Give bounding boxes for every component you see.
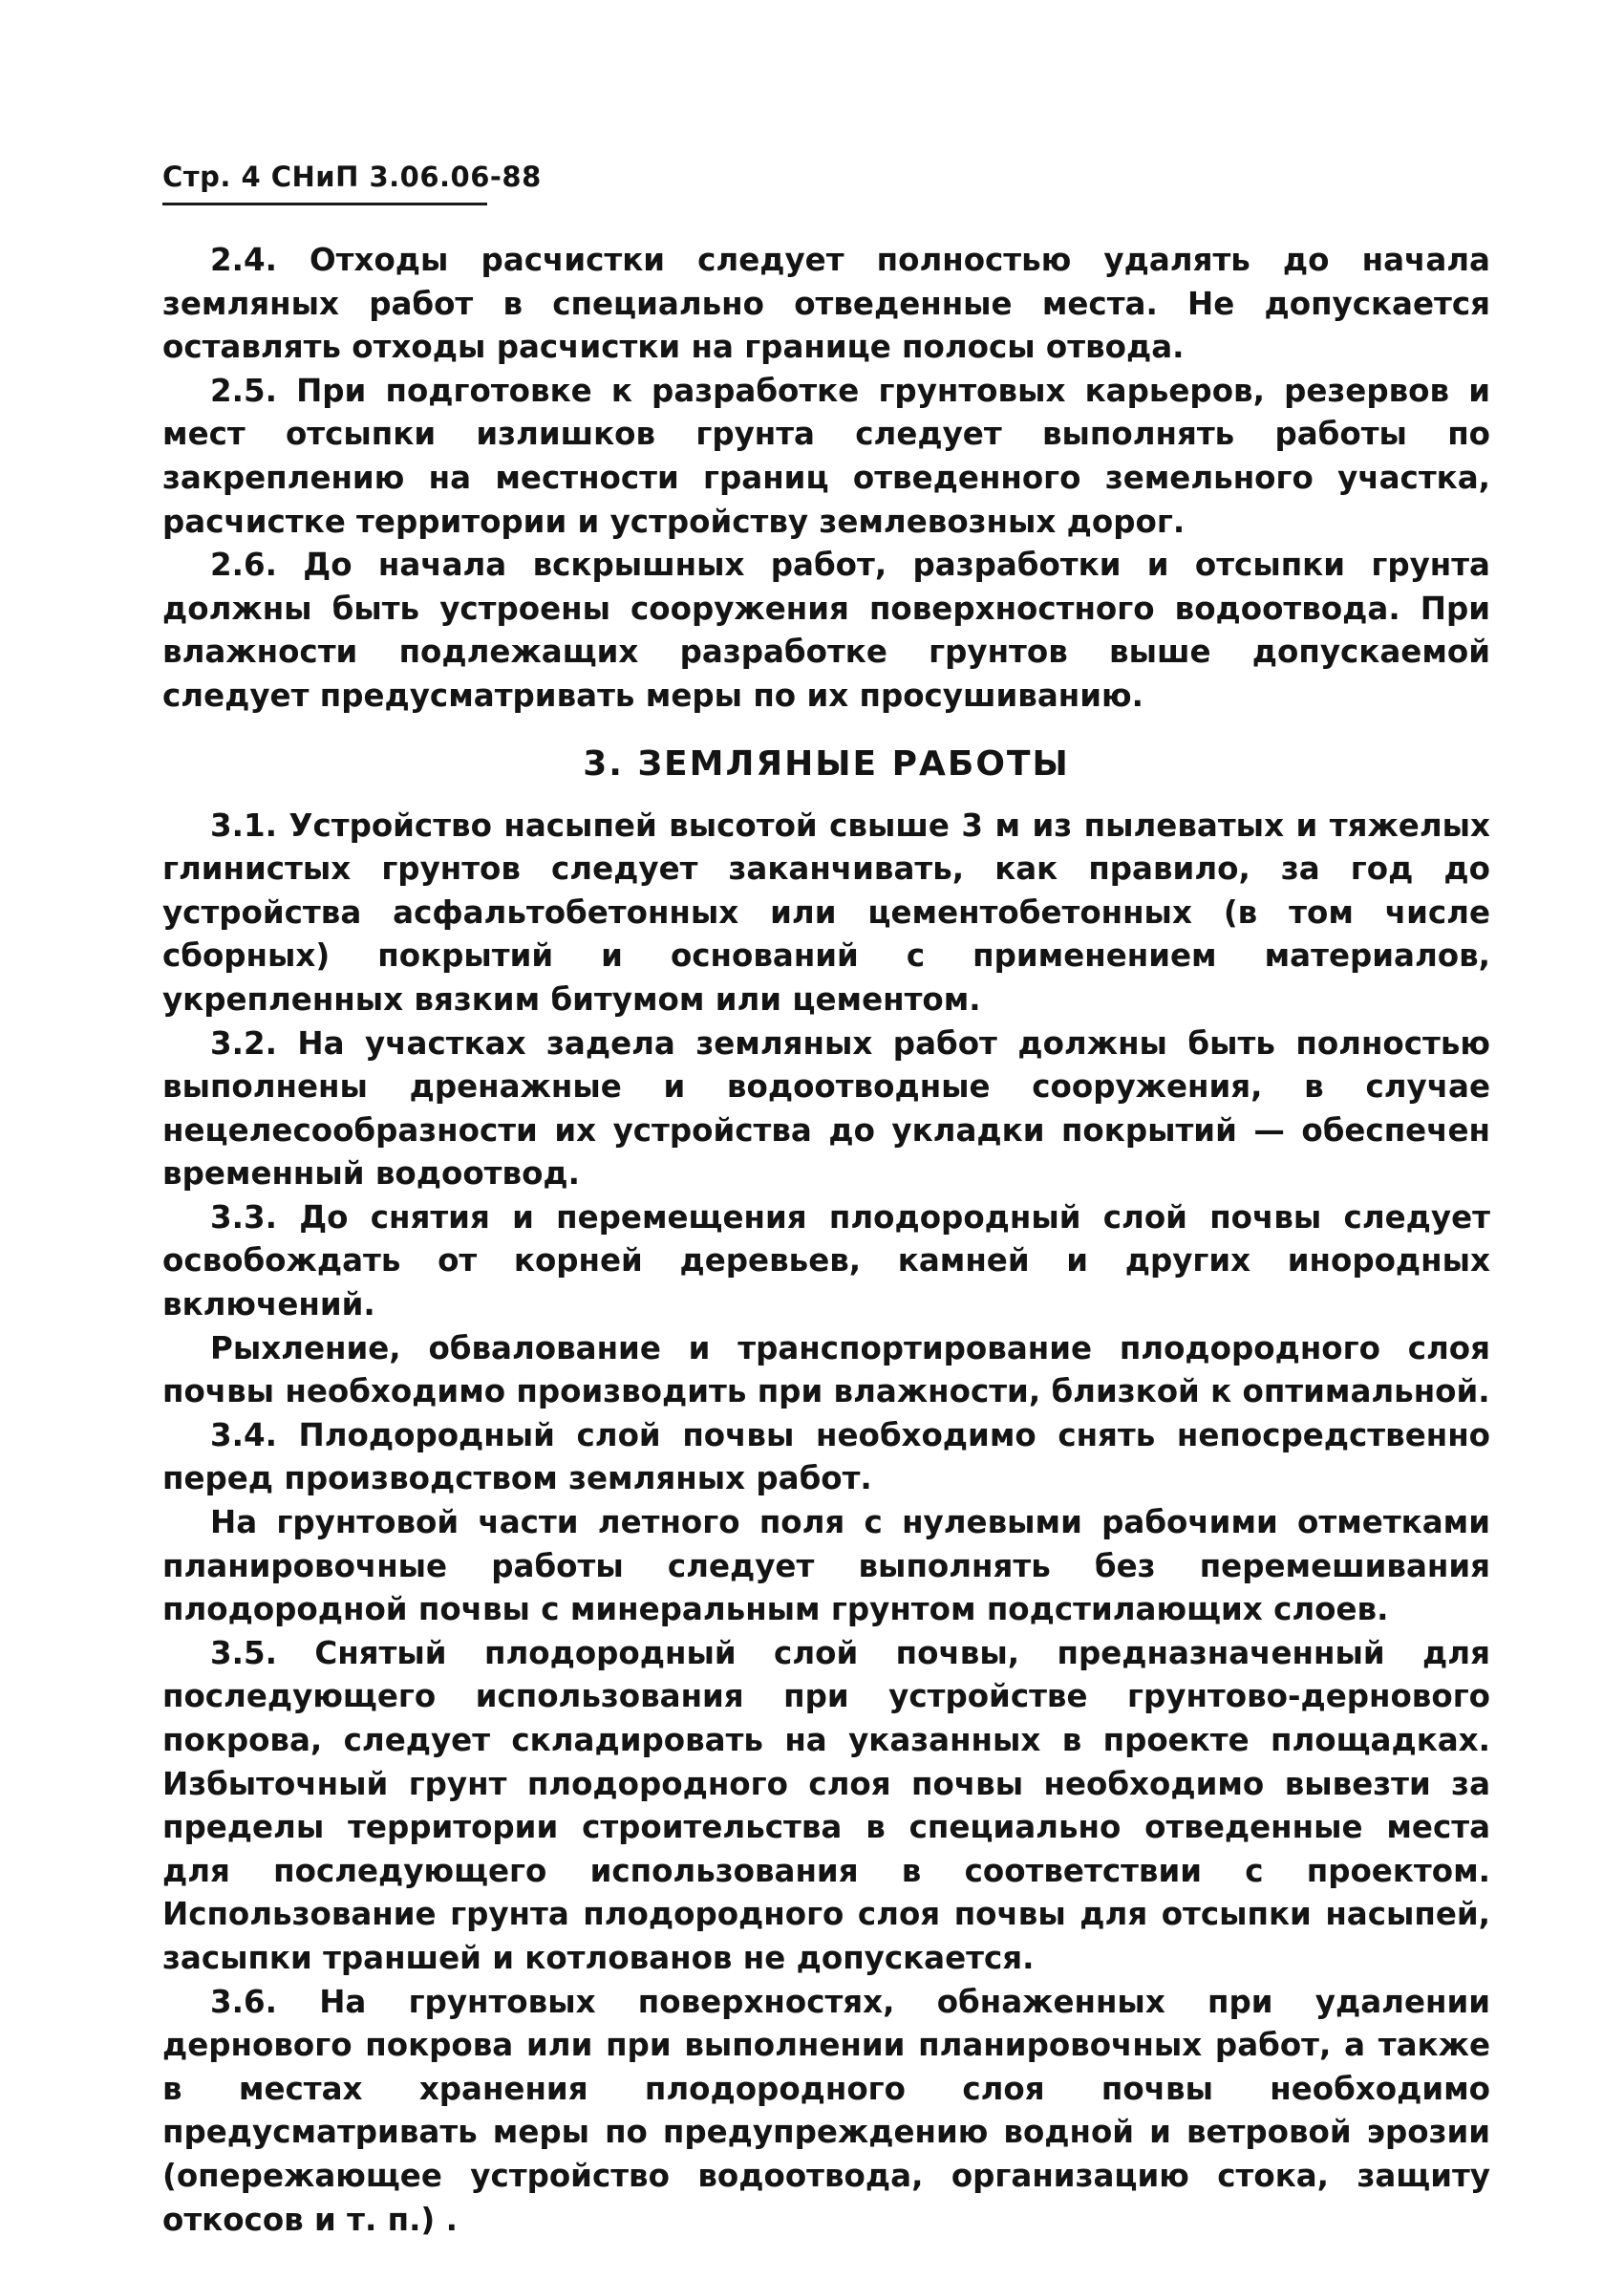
clause-text: На участках задела земляных работ должны быть полностью выполнены дренажные и водоотводные сооружения, в случае нецелесообразности их устройства до укладки покрытий — обеспечен временный водоотвод. — [162, 1024, 1490, 1193]
clause-3-5 — [162, 1632, 1490, 1981]
document-body — [162, 239, 1490, 2242]
clause-text: На грунтовой части летного поля с нулевыми рабочими отметками планировочные работы следует выполнять без перемешивания плодородной почвы с минеральным грунтом подстилающих слоев. — [162, 1504, 1490, 1628]
clause-number: 3.3. — [210, 1198, 277, 1236]
clause-text: На грунтовых поверхностях, обнаженных при удалении дернового покрова или при выполнении планировочных работ, а также в местах хранения плодородного слоя почвы необходимо предусматривать меры по предупреждению водной и ветровой эрозии (опережающее устройство водоотвода, организацию стока, защиту откосов и т. п.) . — [162, 1983, 1490, 2238]
clause-3-3 — [162, 1196, 1490, 1327]
clause-number: 3.1. — [210, 807, 277, 844]
clause-3-1 — [162, 805, 1490, 1022]
clause-text: До снятия и перемещения плодородный слой почвы следует освобождать от корней деревьев, камней и других инородных включений. — [162, 1198, 1490, 1323]
clause-3-4 — [162, 1414, 1490, 1501]
clause-3-4-continued — [162, 1501, 1490, 1632]
clause-3-6 — [162, 1981, 1490, 2243]
clause-2-4 — [162, 239, 1490, 370]
clause-number: 2.5. — [210, 372, 277, 409]
clause-number: 2.6. — [210, 547, 277, 584]
clause-text: Снятый плодородный слой почвы, предназначенный для последующего использования при устройстве грунтово-дернового покрова, следует складировать на указанных в проекте площадках. Избыточный грунт плодородного слоя почвы необходимо вывезти за пределы территории строительства в специально отведенные места для последующего использования в соответствии с проектом. Использование грунта плодородного слоя почвы для отсыпки насыпей, засыпки траншей и котлованов не допускается. — [162, 1634, 1490, 1976]
clause-number: 3.5. — [210, 1634, 277, 1671]
clause-2-6 — [162, 544, 1490, 718]
clause-number: 3.2. — [210, 1024, 277, 1062]
clause-3-2 — [162, 1022, 1490, 1196]
header-underline — [162, 203, 487, 205]
section-heading: 3. ЗЕМЛЯНЫЕ РАБОТЫ — [583, 743, 1070, 784]
clause-2-5 — [162, 370, 1490, 544]
clause-text: При подготовке к разработке грунтовых карьеров, резервов и мест отсыпки излишков грунта следует выполнять работы по закреплению на местности границ отведенного земельного участка, расчистке территории и устройству землевозных дорог. — [162, 372, 1490, 540]
clause-number: 3.6. — [210, 1983, 277, 2020]
clause-text: Устройство насыпей высотой свыше 3 м из пылеватых и тяжелых глинистых грунтов следует заканчивать, как правило, за год до устройства асфальтобетонных или цементобетонных (в том числе сборных) покрытий и оснований с применением материалов, укрепленных вязким битумом или цементом. — [162, 807, 1490, 1018]
clause-text: Плодородный слой почвы необходимо снять непосредственно перед производством земляных работ. — [162, 1416, 1490, 1497]
clause-text: Рыхление, обвалование и транспортирование плодородного слоя почвы необходимо производить при влажности, близкой к оптимальной. — [162, 1329, 1490, 1410]
clause-3-3-continued — [162, 1327, 1490, 1414]
page-header: Стр. 4 СНиП 3.06.06-88 — [162, 161, 542, 193]
clause-text: Отходы расчистки следует полностью удалять до начала земляных работ в специально отведенные места. Не допускается оставлять отходы расчистки на границе полосы отвода. — [162, 242, 1490, 366]
clause-text: До начала вскрышных работ, разработки и отсыпки грунта должны быть устроены сооружения поверхностного водоотвода. При влажности подлежащих разработке грунтов выше допускаемой следует предусматривать меры по их просушиванию. — [162, 547, 1490, 714]
clause-number: 3.4. — [210, 1416, 277, 1453]
clause-number: 2.4. — [210, 242, 277, 278]
